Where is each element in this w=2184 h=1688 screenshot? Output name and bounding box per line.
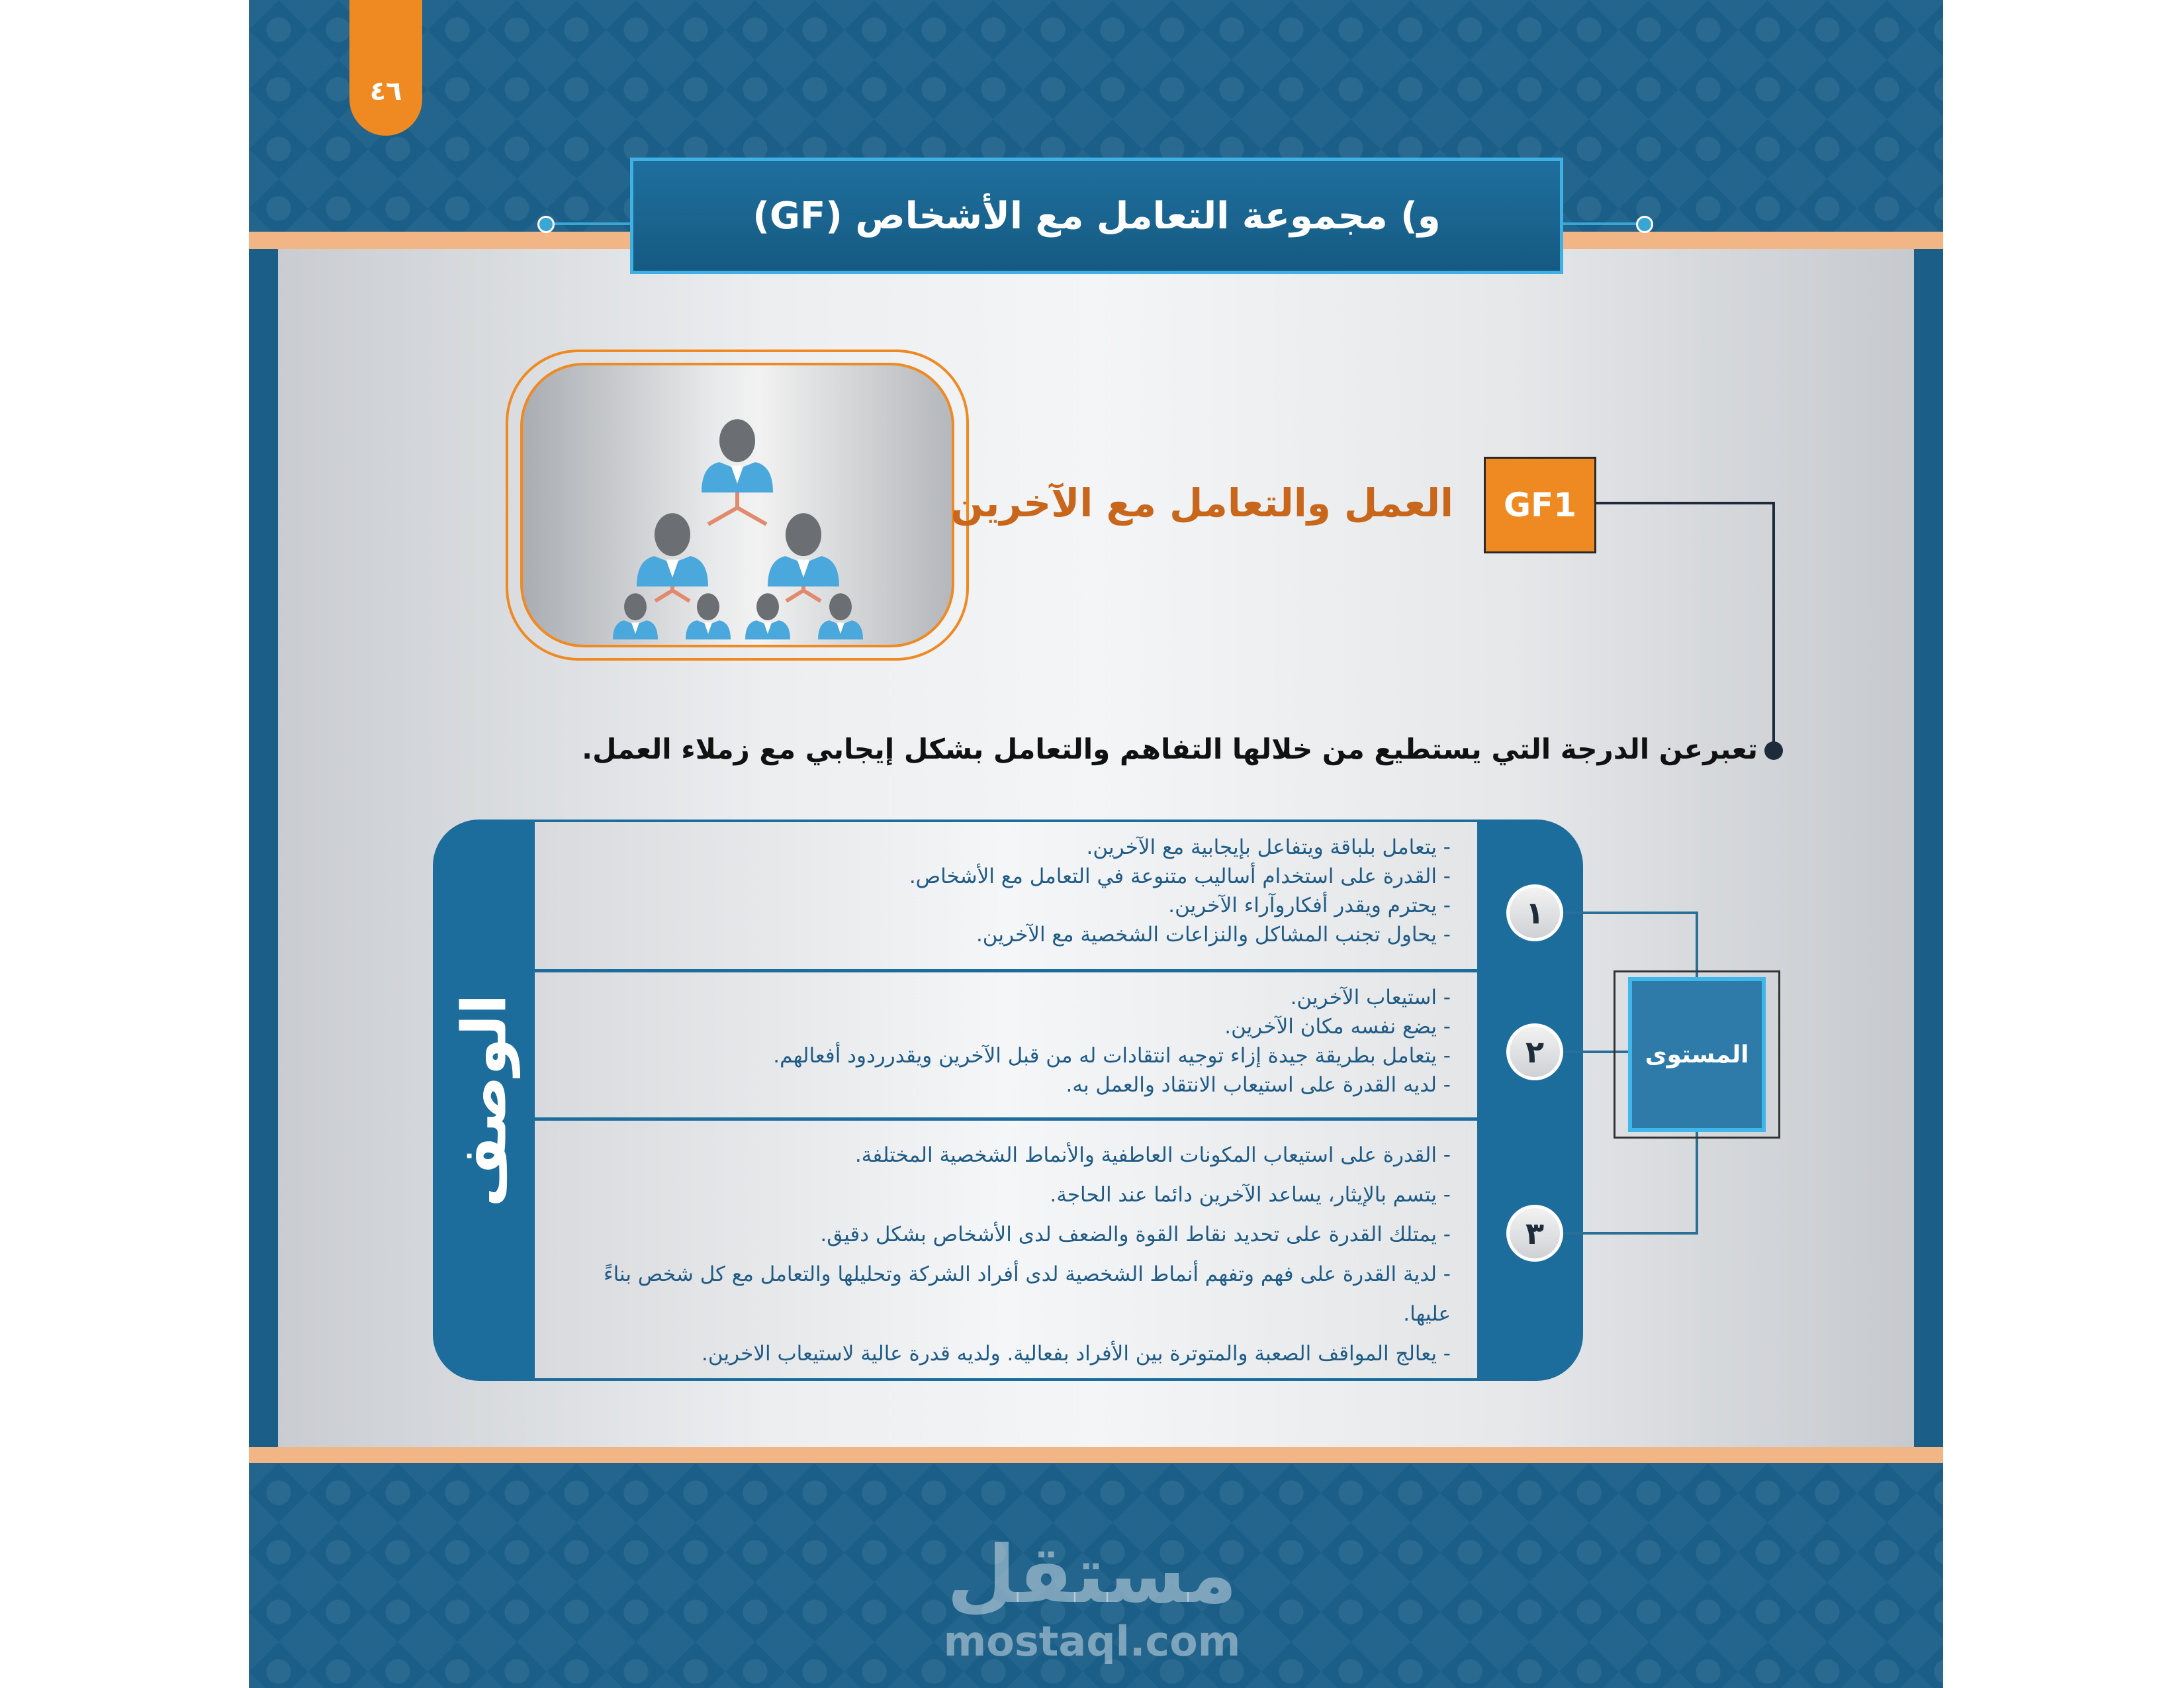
definition-bullet: [1764, 741, 1783, 760]
level-row-2: [535, 969, 1477, 1117]
list-item: - يمتلك القدرة على تحديد نقاط القوة والضعف لدى الأشخاص بشكل دقيق.: [555, 1215, 1451, 1254]
competency-definition: تعبرعن الدرجة التي يستطيع من خلالها التفاهم والتعامل بشكل إيجابي مع زملاء العمل.: [582, 733, 1758, 765]
level-1-connector: [1563, 912, 1696, 914]
code-connector-horizontal: [1596, 502, 1775, 504]
list-item: - استيعاب الآخرين.: [555, 983, 1451, 1012]
code-connector-vertical: [1772, 502, 1775, 751]
level-1-items: [535, 833, 1477, 949]
list-item: - يتسم بالإيثار، يساعد الآخرين دائما عند الحاجة.: [555, 1175, 1451, 1215]
list-item: - يتعامل بلباقة ويتفاعل بإيجابية مع الآخرين.: [555, 833, 1451, 862]
competency-code: GF1: [1484, 457, 1596, 553]
description-rows: [535, 822, 1477, 1378]
list-item: - يضع نفسه مكان الآخرين.: [555, 1012, 1451, 1041]
level-row-1: [535, 822, 1477, 969]
level-3-connector-vertical: [1696, 1132, 1698, 1235]
title-connector-left: [548, 222, 630, 225]
level-2-items: [535, 983, 1477, 1100]
level-1-badge: ١: [1506, 884, 1563, 941]
list-item: - لدية القدرة على فهم وتفهم أنماط الشخصية لدى أفراد الشركة وتحليلها والتعامل مع كل شخص بناءً عليها.: [555, 1254, 1451, 1334]
page-number: ٤٦: [369, 76, 402, 107]
title-dot-right: [1636, 216, 1653, 233]
list-item: - يتعامل بطريقة جيدة إزاء توجيه انتقادات له من قبل الآخرين ويقدرردود أفعالهم.: [555, 1041, 1451, 1070]
section-title: و) مجموعة التعامل مع الأشخاص (GF): [630, 158, 1563, 274]
level-3-items: [535, 1135, 1477, 1374]
level-1-connector-vertical: [1696, 912, 1698, 977]
page-number-tab: [349, 0, 422, 136]
page: [249, 0, 1943, 1688]
watermark-logo: مستقل mostaql.com: [943, 1529, 1241, 1665]
people-hierarchy-icon: [523, 365, 952, 645]
description-label: الوصف: [449, 993, 520, 1207]
competency-title: العمل والتعامل مع الآخرين: [950, 481, 1453, 526]
level-row-3: [535, 1117, 1477, 1378]
illustration-inner-frame: [520, 363, 954, 647]
list-item: - يحترم ويقدر أفكاروآراء الآخرين.: [555, 891, 1451, 920]
title-dot-left: [537, 216, 555, 233]
level-3-badge: ٣: [1506, 1205, 1563, 1262]
bottom-peach-divider: [249, 1447, 1943, 1464]
level-2-badge: ٢: [1506, 1023, 1563, 1080]
list-item: - يعالج المواقف الصعبة والمتوترة بين الأفراد بفعالية. ولديه قدرة عالية لاستيعاب الاخرين.: [555, 1334, 1451, 1374]
level-box: المستوى: [1628, 977, 1766, 1132]
title-connector-right: [1563, 222, 1645, 225]
level-3-connector: [1563, 1232, 1696, 1235]
list-item: - القدرة على استيعاب المكونات العاطفية والأنماط الشخصية المختلفة.: [555, 1135, 1451, 1175]
list-item: - يحاول تجنب المشاكل والنزاعات الشخصية مع الآخرين.: [555, 920, 1451, 949]
list-item: - القدرة على استخدام أساليب متنوعة في التعامل مع الأشخاص.: [555, 862, 1451, 891]
list-item: - لديه القدرة على استيعاب الانتقاد والعمل به.: [555, 1070, 1451, 1100]
